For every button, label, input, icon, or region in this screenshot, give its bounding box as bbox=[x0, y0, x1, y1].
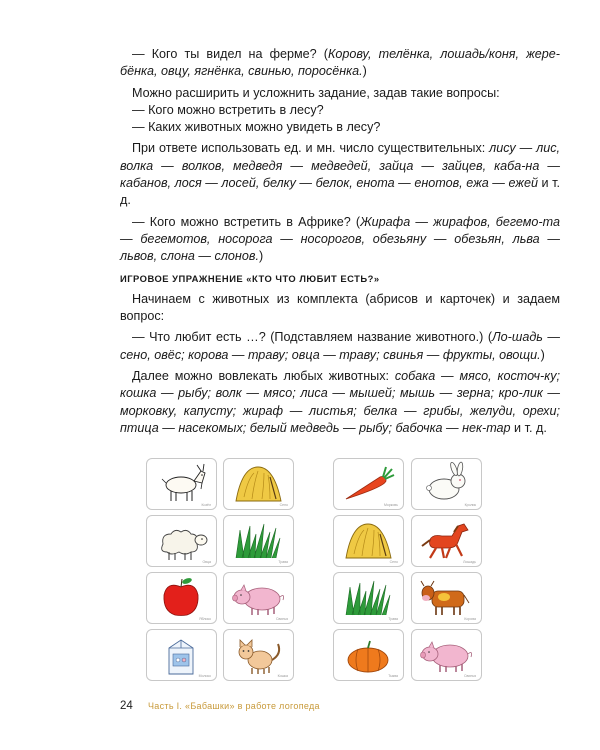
card-apple bbox=[146, 572, 217, 624]
card-caption: Молоко bbox=[198, 674, 211, 678]
pig-icon bbox=[224, 573, 293, 623]
hay-icon bbox=[224, 459, 293, 509]
card-caption: Свинья bbox=[276, 617, 288, 621]
hay-icon bbox=[334, 516, 403, 566]
paragraph-expand: Можно расширить и усложнить задание, задав такие вопросы: bbox=[132, 85, 500, 100]
question-forest-see: — Каких животных можно увидеть в лесу? bbox=[132, 120, 381, 135]
more-animals-answer: собака — мясо, косточ-ку; кошка — рыбу; волк — мясо; лиса — мышей; мышь — зерна; кро-лик — морковку, капусту; жираф — листья; белка — грибы, желуди, орехи; птица — насекомых; белый медведь — рыбу; бабочка — нек-тар bbox=[120, 369, 560, 435]
food-answer: Ло-шадь — сено, овёс; корова — траву; овца — траву; свинья — фрукты, овощи. bbox=[120, 330, 561, 362]
card-caption: Кошка bbox=[277, 674, 288, 678]
card-milk-carton bbox=[146, 629, 217, 681]
africa-animals-answer: Жирафа — жирафов, бегемо-та — бегемотов, носорога — носорогов, обезьяну — обезьян, льва — львов, слона — слонов. bbox=[120, 214, 560, 264]
card-caption: Яблоко bbox=[199, 617, 211, 621]
forest-animals-answer: лису — лис, волка — волков, медведя — медведей, зайца — зайцев, каба-на — кабанов, лося — лосей, белку — белок, енота — енотов, ежа — ежей bbox=[120, 141, 560, 191]
horse-icon bbox=[412, 516, 481, 566]
card-grass bbox=[223, 515, 294, 567]
rabbit-icon bbox=[412, 459, 481, 509]
card-hay-2 bbox=[333, 515, 404, 567]
carrot-icon bbox=[334, 459, 403, 509]
sheep-icon bbox=[147, 516, 216, 566]
card-caption: Тыква bbox=[388, 674, 398, 678]
card-hay bbox=[223, 458, 294, 510]
card-caption: Козёл bbox=[201, 503, 211, 507]
paragraph-number: При ответе использовать ед. и мн. число существительных: лису — лис, волка — волков, медведя — медведей, зайца — зайцев, каба-на — кабанов, лося — лосей, белку — белок, енота — енотов, ежа — ежей и т. д. bbox=[120, 141, 560, 208]
farm-animals-answer: Корову, телёнка, лошадь/коня, жере-бёнка, овцу, ягнёнка, свинью, поросёнка. bbox=[120, 47, 560, 79]
card-pumpkin bbox=[333, 629, 404, 681]
card-cow bbox=[411, 572, 482, 624]
pumpkin-icon bbox=[334, 630, 403, 680]
page-number: 24 bbox=[120, 700, 133, 712]
card-caption: Трава bbox=[388, 617, 398, 621]
pig-icon bbox=[412, 630, 481, 680]
card-goat bbox=[146, 458, 217, 510]
paragraph-africa: — Кого можно встретить в Африке? (Жирафа — жирафов, бегемо-та — бегемотов, носорога — носорогов, обезьяну — обезьян, льва — львов, слона — слонов.) bbox=[120, 214, 560, 264]
card-caption: Овца bbox=[202, 560, 211, 564]
card-caption: Сено bbox=[389, 560, 398, 564]
goat-icon bbox=[147, 459, 216, 509]
body-text bbox=[120, 46, 560, 441]
paragraph-farm: — Кого ты видел на ферме? (Корову, телёнка, лошадь/коня, жере-бёнка, овцу, ягнёнка, свинью, поросёнка.) bbox=[120, 47, 560, 79]
card-caption: Сено bbox=[279, 503, 288, 507]
apple-icon bbox=[147, 573, 216, 623]
grass-icon bbox=[224, 516, 293, 566]
grass-icon bbox=[334, 573, 403, 623]
paragraph-more-animals: Далее можно вовлекать любых животных: собака — мясо, косточ-ку; кошка — рыбу; волк — мясо; лиса — мышей; мышь — зерна; кро-лик — морковку, капусту; жираф — листья; белка — грибы, желуди, орехи; птица — насекомых; белый медведь — рыбу; бабочка — нек-тар и т. д. bbox=[120, 369, 560, 435]
card-rabbit bbox=[411, 458, 482, 510]
card-caption: Корова bbox=[464, 617, 476, 621]
exercise-heading: ИГРОВОЕ УПРАЖНЕНИЕ «КТО ЧТО ЛЮБИТ ЕСТЬ?» bbox=[120, 272, 380, 284]
cow-icon bbox=[412, 573, 481, 623]
question-forest-meet: — Кого можно встретить в лесу? bbox=[132, 102, 324, 117]
card-sheep bbox=[146, 515, 217, 567]
card-caption: Морковь bbox=[383, 503, 398, 507]
card-caption: Трава bbox=[278, 560, 288, 564]
running-title: Часть I. «Бабашки» в работе логопеда bbox=[148, 701, 320, 711]
card-caption: Кролик bbox=[464, 503, 476, 507]
card-caption: Лошадь bbox=[463, 560, 476, 564]
picture-cards-grid bbox=[0, 458, 600, 678]
card-horse bbox=[411, 515, 482, 567]
cat-icon bbox=[224, 630, 293, 680]
card-pig-2 bbox=[411, 629, 482, 681]
milk-carton-icon bbox=[147, 630, 216, 680]
card-caption: Свинья bbox=[464, 674, 476, 678]
paragraph-question: — Что любит есть …? (Подставляем название животного.) (Ло-шадь — сено, овёс; корова — траву; овца — траву; свинья — фрукты, овощи.) bbox=[120, 330, 561, 362]
card-pig bbox=[223, 572, 294, 624]
card-cat bbox=[223, 629, 294, 681]
card-carrot bbox=[333, 458, 404, 510]
card-grass-2 bbox=[333, 572, 404, 624]
paragraph-start: Начинаем с животных из комплекта (абрисов и карточек) и задаем вопрос: bbox=[120, 291, 560, 324]
